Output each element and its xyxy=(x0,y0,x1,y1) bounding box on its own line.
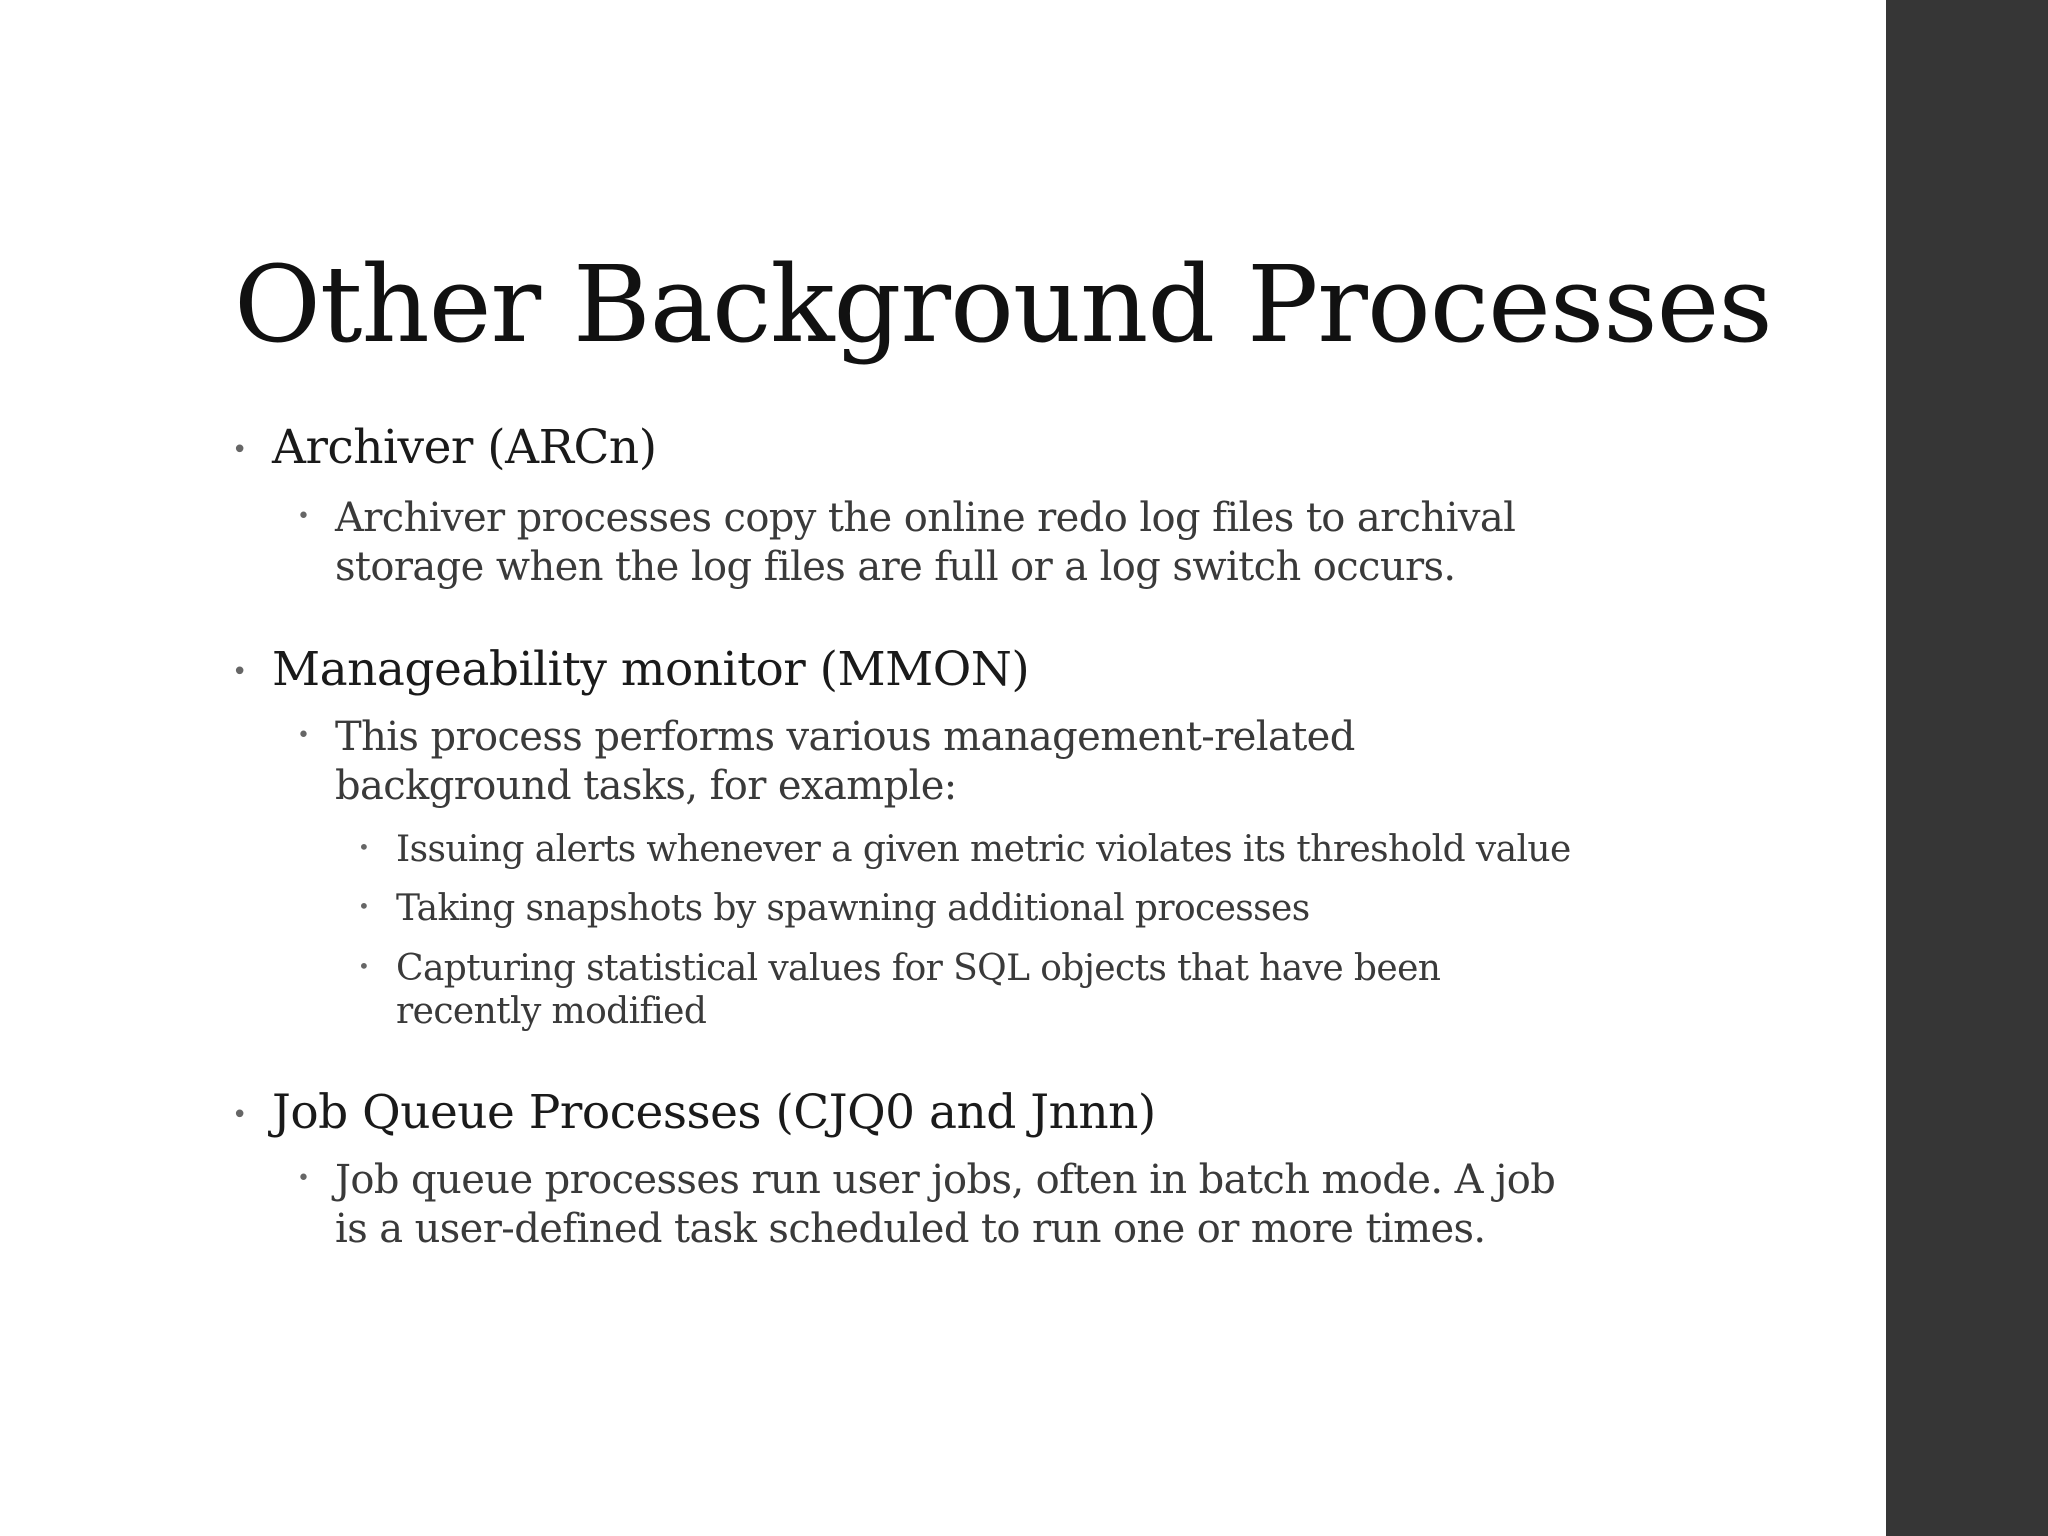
bullet-mmon xyxy=(232,642,1030,698)
sub-bullet-mmon-detail xyxy=(297,713,1355,811)
sub-sub-bullet-snapshots xyxy=(358,887,1310,930)
bullet-archiver xyxy=(232,420,657,476)
sub-bullet-line: is a user-defined task scheduled to run one or more times. xyxy=(335,1206,1486,1252)
bullet-heading: Archiver (ARCn) xyxy=(272,420,657,475)
bullet-dot: • xyxy=(358,954,370,978)
sub-sub-bullet-alerts xyxy=(358,828,1571,871)
bullet-dot: • xyxy=(358,835,370,859)
bullet-heading: Job Queue Processes (CJQ0 and Jnnn) xyxy=(272,1085,1156,1140)
bullet-dot: • xyxy=(358,894,370,918)
bullet-dot: • xyxy=(232,657,247,687)
sub-sub-bullet-statistics xyxy=(358,947,1441,1033)
sub-bullet-line: Archiver processes copy the online redo log files to archival xyxy=(335,495,1516,541)
bullet-dot: • xyxy=(232,435,247,465)
bullet-heading: Manageability monitor (MMON) xyxy=(272,642,1030,697)
bullet-dot: • xyxy=(297,1166,310,1191)
sub-sub-bullet-line: Taking snapshots by spawning additional processes xyxy=(396,888,1310,929)
sub-bullet-line: storage when the log files are full or a log switch occurs. xyxy=(335,544,1456,590)
right-side-bar xyxy=(1886,0,2048,1536)
sub-bullet-line: Job queue processes run user jobs, often in batch mode. A job xyxy=(335,1157,1556,1203)
bullet-dot: • xyxy=(232,1100,247,1130)
sub-sub-bullet-line: Issuing alerts whenever a given metric violates its threshold value xyxy=(396,829,1571,870)
sub-bullet-line: This process performs various management-related xyxy=(335,714,1355,760)
bullet-dot: • xyxy=(297,504,310,529)
sub-sub-bullet-line: Capturing statistical values for SQL objects that have been xyxy=(396,948,1441,989)
bullet-job-queue xyxy=(232,1085,1156,1141)
sub-sub-bullet-line: recently modified xyxy=(396,991,707,1032)
bullet-dot: • xyxy=(297,723,310,748)
sub-bullet-line: background tasks, for example: xyxy=(335,763,957,809)
sub-bullet-job-queue-detail xyxy=(297,1156,1556,1254)
slide-title: Other Background Processes xyxy=(234,243,1772,366)
sub-bullet-archiver-detail xyxy=(297,494,1516,592)
